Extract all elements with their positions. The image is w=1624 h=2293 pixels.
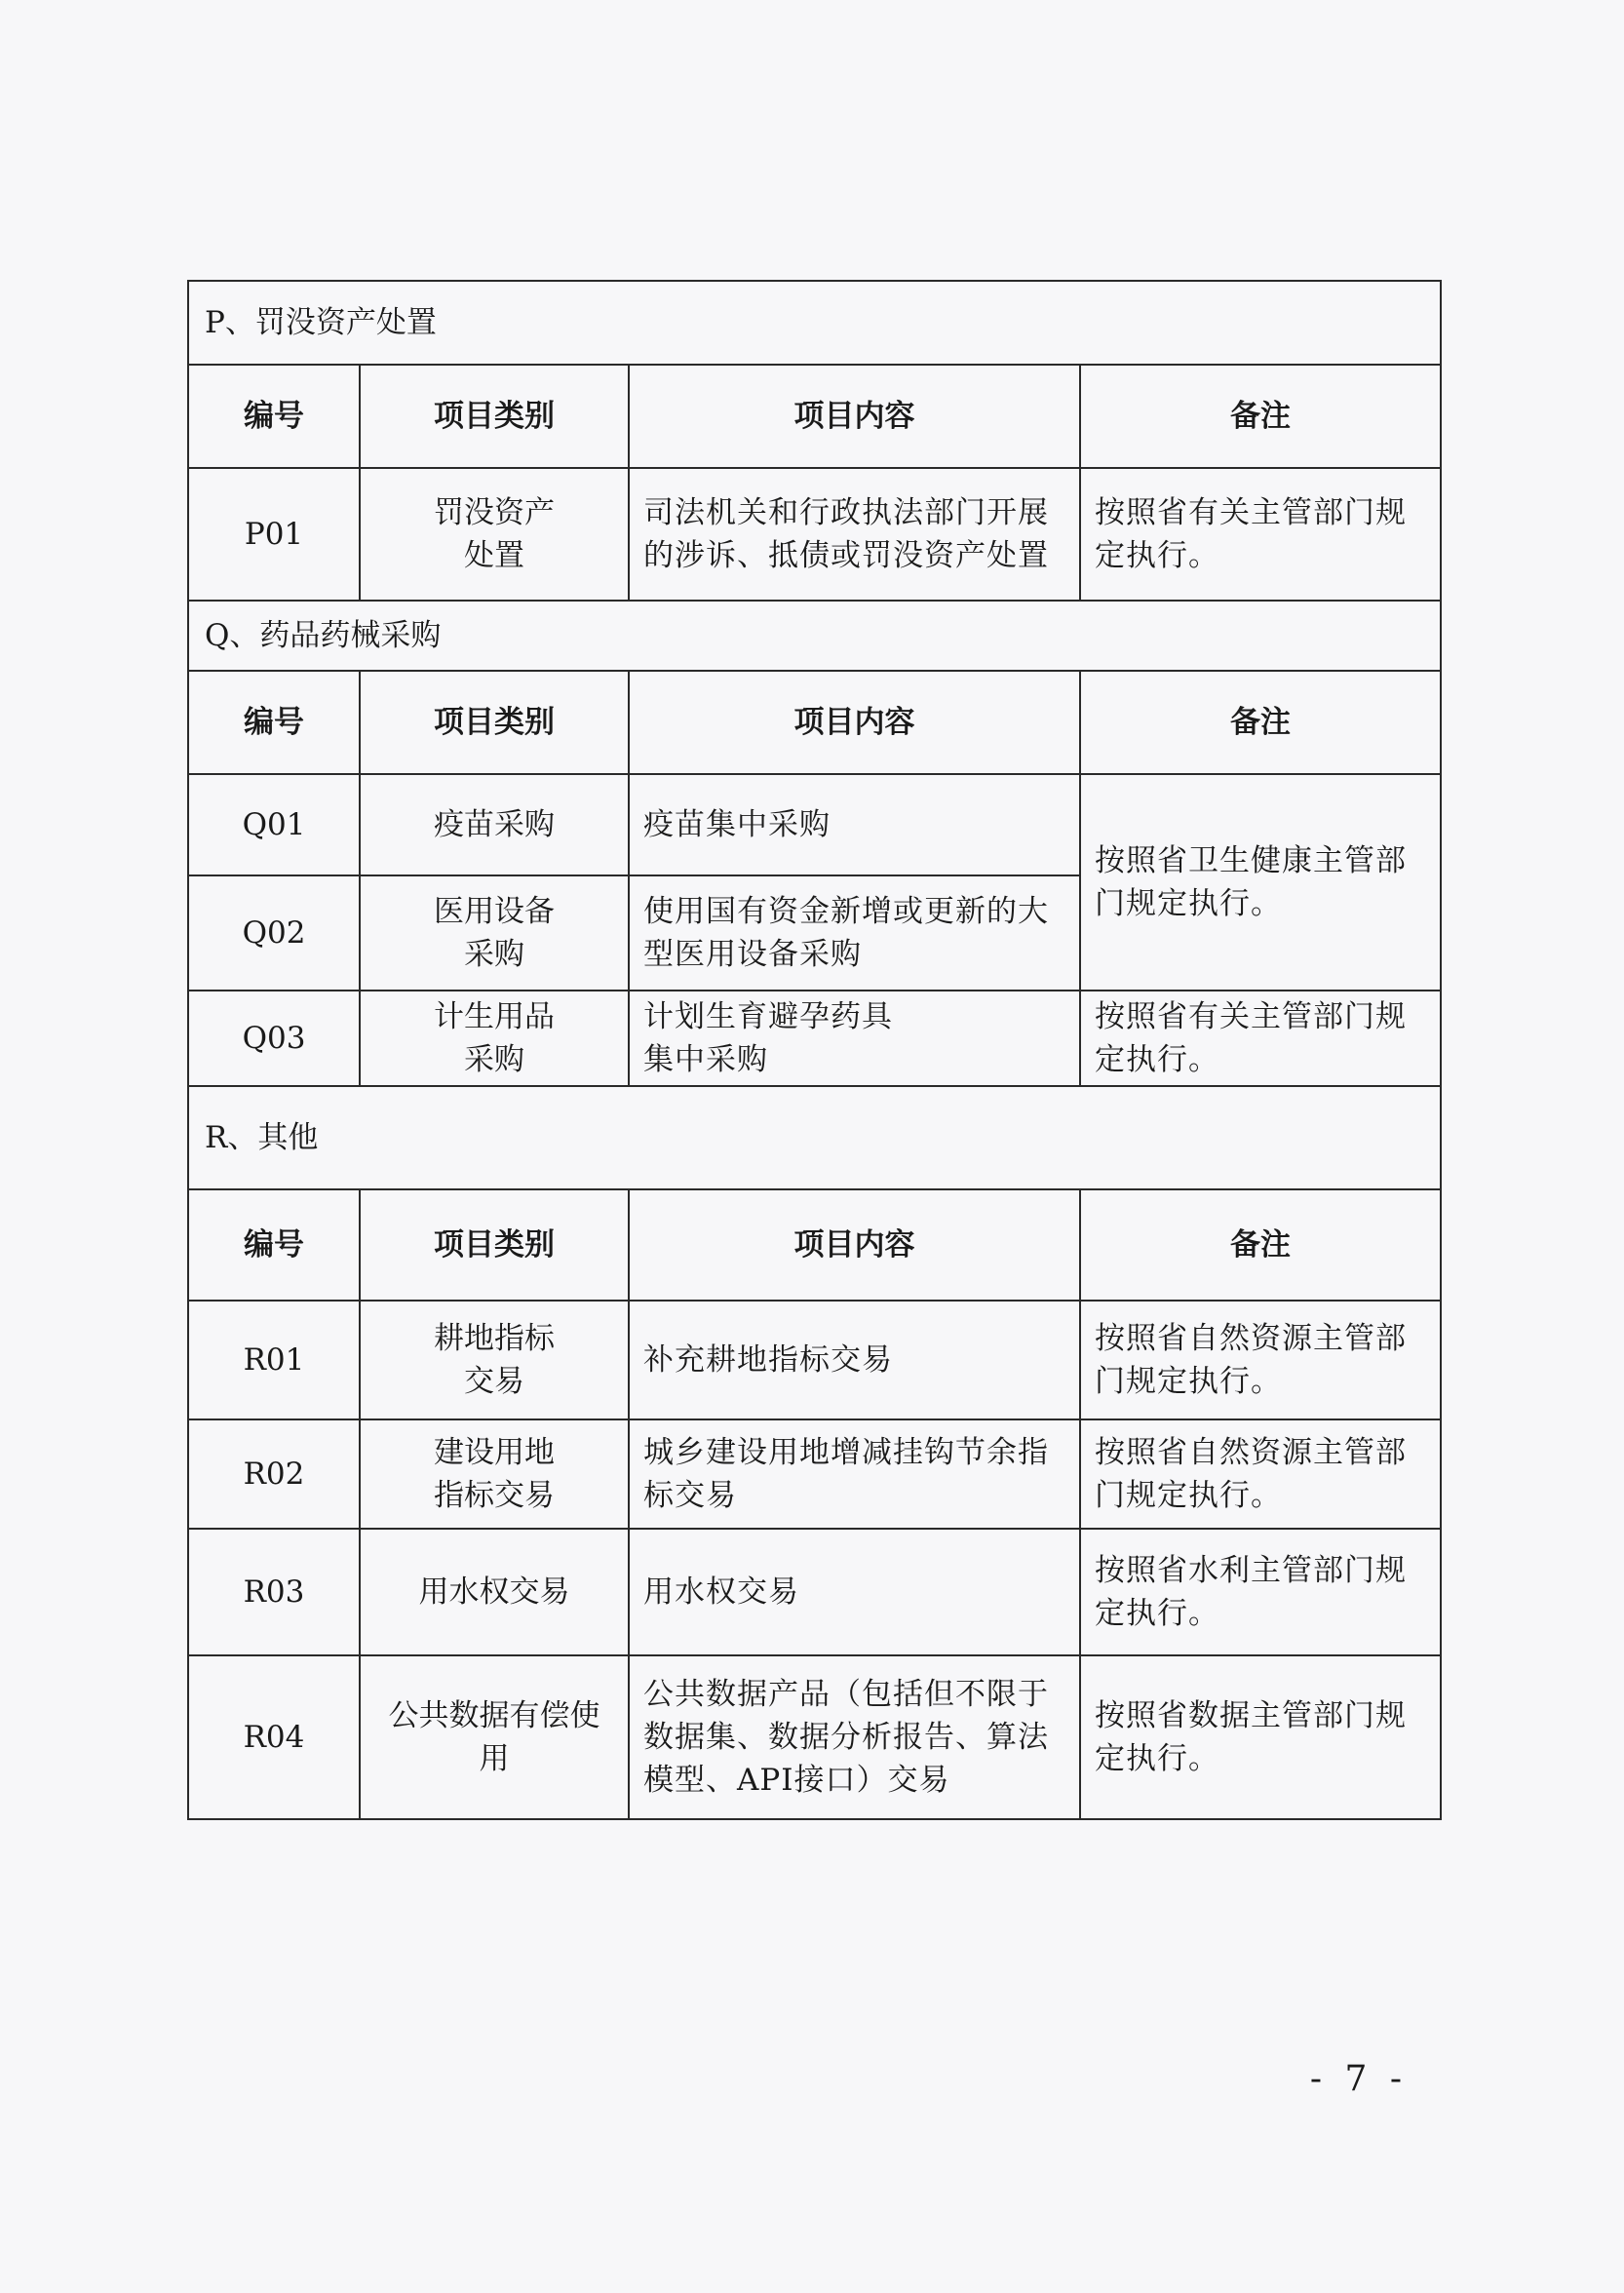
header-id: 编号 <box>188 671 360 774</box>
row-content: 城乡建设用地增减挂钩节余指标交易 <box>629 1419 1080 1529</box>
row-id: R03 <box>188 1529 360 1655</box>
table-row <box>188 1301 1441 1419</box>
row-category: 耕地指标 交易 <box>360 1301 629 1419</box>
header-category: 项目类别 <box>360 1189 629 1301</box>
section-title: Q、药品药械采购 <box>188 601 1441 671</box>
section-title-row <box>188 281 1441 365</box>
table-row <box>188 1529 1441 1655</box>
row-note: 按照省有关主管部门规定执行。 <box>1080 991 1441 1086</box>
row-category: 疫苗采购 <box>360 774 629 875</box>
document-table-container <box>187 280 1440 1820</box>
row-category: 医用设备 采购 <box>360 875 629 991</box>
row-note: 按照省卫生健康主管部门规定执行。 <box>1080 774 1441 991</box>
header-category: 项目类别 <box>360 671 629 774</box>
row-content: 使用国有资金新增或更新的大型医用设备采购 <box>629 875 1080 991</box>
row-note: 按照省有关主管部门规定执行。 <box>1080 468 1441 601</box>
table-row <box>188 774 1441 875</box>
header-note: 备注 <box>1080 671 1441 774</box>
row-category: 用水权交易 <box>360 1529 629 1655</box>
row-id: R01 <box>188 1301 360 1419</box>
table-row <box>188 1655 1441 1819</box>
header-row <box>188 1189 1441 1301</box>
row-category: 公共数据有偿使用 <box>360 1655 629 1819</box>
row-id: Q01 <box>188 774 360 875</box>
page-number: - 7 - <box>1309 2059 1408 2099</box>
row-content: 司法机关和行政执法部门开展的涉诉、抵债或罚没资产处置 <box>629 468 1080 601</box>
header-row <box>188 365 1441 468</box>
row-note: 按照省自然资源主管部门规定执行。 <box>1080 1419 1441 1529</box>
header-id: 编号 <box>188 1189 360 1301</box>
section-title: P、罚没资产处置 <box>188 281 1441 365</box>
row-category: 罚没资产 处置 <box>360 468 629 601</box>
row-note: 按照省水利主管部门规定执行。 <box>1080 1529 1441 1655</box>
row-content: 补充耕地指标交易 <box>629 1301 1080 1419</box>
section-title: R、其他 <box>188 1086 1441 1189</box>
table-row <box>188 468 1441 601</box>
section-title-row <box>188 1086 1441 1189</box>
row-content: 疫苗集中采购 <box>629 774 1080 875</box>
header-note: 备注 <box>1080 1189 1441 1301</box>
header-category: 项目类别 <box>360 365 629 468</box>
header-row <box>188 671 1441 774</box>
row-id: P01 <box>188 468 360 601</box>
header-note: 备注 <box>1080 365 1441 468</box>
row-id: Q03 <box>188 991 360 1086</box>
header-content: 项目内容 <box>629 1189 1080 1301</box>
header-content: 项目内容 <box>629 671 1080 774</box>
row-content: 用水权交易 <box>629 1529 1080 1655</box>
header-content: 项目内容 <box>629 365 1080 468</box>
row-id: R02 <box>188 1419 360 1529</box>
section-title-row <box>188 601 1441 671</box>
row-category: 建设用地 指标交易 <box>360 1419 629 1529</box>
header-id: 编号 <box>188 365 360 468</box>
row-content: 公共数据产品（包括但不限于数据集、数据分析报告、算法模型、API接口）交易 <box>629 1655 1080 1819</box>
row-id: R04 <box>188 1655 360 1819</box>
row-category: 计生用品 采购 <box>360 991 629 1086</box>
row-note: 按照省自然资源主管部门规定执行。 <box>1080 1301 1441 1419</box>
project-table <box>187 280 1442 1820</box>
row-content: 计划生育避孕药具 集中采购 <box>629 991 1080 1086</box>
table-row <box>188 991 1441 1086</box>
row-note: 按照省数据主管部门规定执行。 <box>1080 1655 1441 1819</box>
row-id: Q02 <box>188 875 360 991</box>
table-row <box>188 1419 1441 1529</box>
